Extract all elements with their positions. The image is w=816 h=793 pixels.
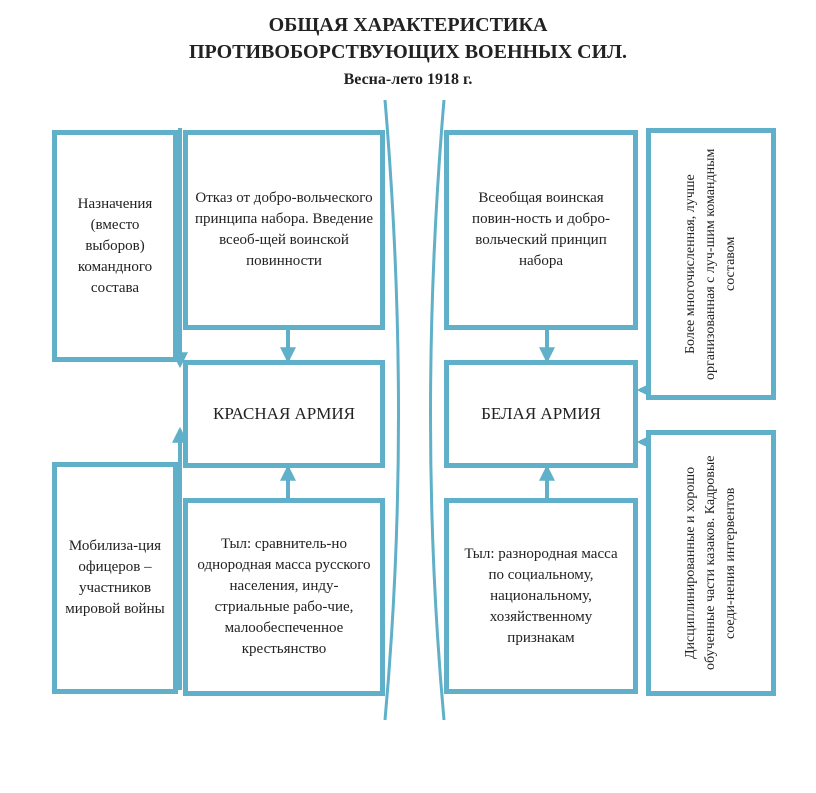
divider-line-left (385, 100, 399, 720)
red-recruitment-text: Отказ от добро-вольческого принципа набора. Введение всеоб-щей воинской повинности (194, 190, 373, 269)
red-appointments-text: Назначения (вместо выборов) командного состава (77, 195, 153, 296)
white-recruitment-box (444, 130, 638, 330)
white-army-box (444, 360, 638, 468)
red-recruitment-box (183, 130, 385, 330)
red-officers-text: Мобилиза-ция офицеров – участников мировой войны (65, 538, 165, 617)
red-army-box (183, 360, 385, 468)
diagram-title-line2: ПРОТИВОБОРСТВУЮЩИХ ВОЕННЫХ СИЛ. (188, 41, 628, 63)
red-rear-box (183, 498, 385, 696)
diagram-title-period: Весна-лето 1918 г. (343, 71, 473, 88)
red-army-label: КРАСНАЯ АРМИЯ (213, 404, 355, 423)
red-rear-text: Тыл: сравнитель-но однородная масса русского населения, инду-стриальные рабо-чие, малообеспеченное крестьянство (197, 536, 371, 657)
white-army-label: БЕЛАЯ АРМИЯ (481, 404, 601, 423)
divider-line-right (431, 100, 445, 720)
white-side-bottom-text: Дисциплинированные и хорошо обученные части казаков. Кадровые соеди-нения интервентов (683, 455, 738, 671)
white-side-top-box (646, 128, 776, 400)
white-rear-text: Тыл: разнородная масса по социальному, национальному, хозяйственному признакам (464, 545, 618, 646)
white-side-bottom-box (646, 430, 776, 696)
white-rear-box (444, 498, 638, 694)
white-side-top-text: Более многочисленная, лучше организованная с луч-шим командным составом (683, 148, 738, 380)
diagram-title-line1: ОБЩАЯ ХАРАКТЕРИСТИКА (268, 14, 548, 36)
red-appointments-box (52, 130, 178, 362)
red-officers-box (52, 462, 178, 694)
white-recruitment-text: Всеобщая воинская повин-ность и добро-вольческий принцип набора (472, 190, 610, 269)
